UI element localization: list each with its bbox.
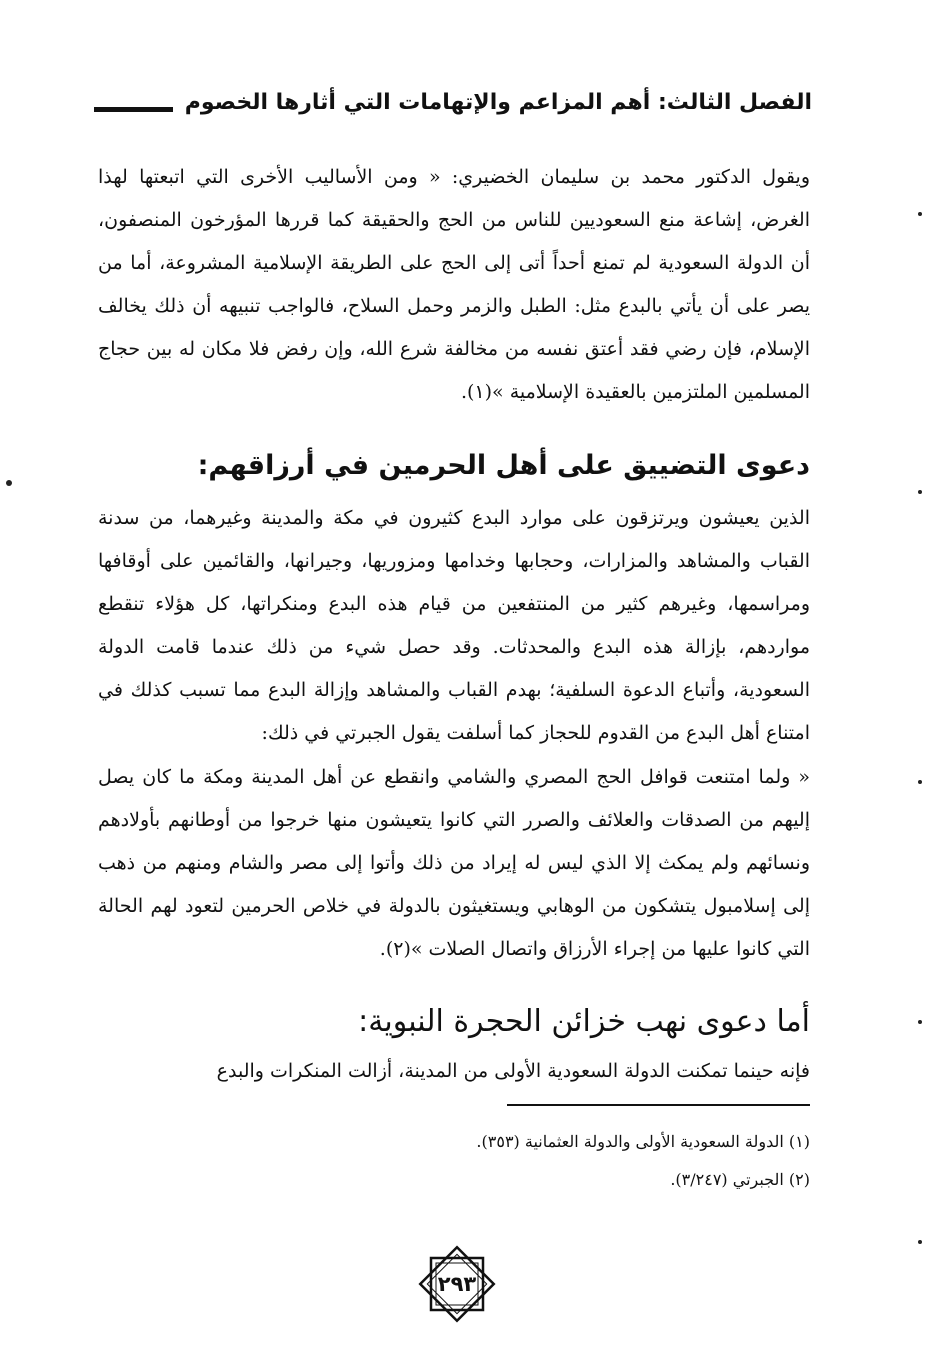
footnote-divider [507,1104,810,1106]
paragraph-khudairi-quote: ويقول الدكتور محمد بن سليمان الخضيري: « ومن الأساليب الأخرى التي اتبعتها لهذا الغرض، إشاعة منع السعوديين للناس من الحج والحقيقة كما قررها المؤرخون المنصفون، أن الدولة السعودية لم تمنع أحداً أتى إلى الحج على الطريقة الإسلامية المشروعة، أما من يصر على أن يأتي بالبدع مثل: الطبل والزمر وحمل السلاح، فالواجب تنبيهه أن ذلك يخالف الإسلام، فإن رضي فقد أعتق نفسه من مخالفة شرع الله، وإن رفض فلا مكان له بين حجاج المسلمين الملتزمين بالعقيدة الإسلامية »(١). [98,166,810,403]
section-heading-treasury [358,1004,810,1039]
running-header [94,78,812,126]
paragraph-innovators-livelihood: الذين يعيشون ويرتزقون على موارد البدع كثيرون في مكة والمدينة وغيرهما، من سدنة القباب والمشاهد والمزارات، وحجابها وخدامها ومزوريها، وجيرانها، والقائمين على أوقافها ومراسمها، وغيرهم كثير من المنتفعين من قيام هذه البدع ومنكراتها، كل هؤلاء تنقطع مواردهم، بإزالة هذه البدع والمحدثات. وقد حصل شيء من ذلك عندما قامت الدولة السعودية، وأتباع الدعوة السلفية؛ بهدم القباب والمشاهد وإزالة البدع مما تسبب كذلك في امتناع أهل البدع من القدوم للحجاز كما أسلفت يقول الجبرتي في ذلك: [98,507,810,744]
footnote-1: (١) الدولة السعودية الأولى والدولة العثمانية (٣٥٣). [476,1132,810,1151]
margin-dot [918,1240,922,1244]
section-heading-livelihood [198,450,810,481]
margin-dot [918,212,922,216]
page-number-badge [413,1240,501,1328]
header-rule [94,107,173,112]
page-number: ٢٩٣ [437,1272,477,1296]
section-heading-treasury-text: أما دعوى نهب خزائن الحجرة النبوية: [358,1004,810,1039]
paragraph-jabarti-quote: « ولما امتنعت قوافل الحج المصري والشامي وانقطع عن أهل المدينة ومكة ما كان يصل إليهم من الصدقات والعلائف والصرر التي كانوا يتعيشون منها خرجوا من أوطانهم بأولادهم ونسائهم ولم يمكث إلا الذي ليس له إيراد من ذلك وأتوا إلى مصر والشام ومنهم من ذهب إلى إسلامبول يتشكون من الوهابي ويستغيثون بالدولة في خلاص الحرمين لتعود لهم الحالة التي كانوا عليها من إجراء الأرزاق واتصال الصلات »(٢). [98,766,810,960]
margin-dot [6,480,12,486]
margin-dot [918,490,922,494]
chapter-title: الفصل الثالث: أهم المزاعم والإتهامات التي أثارها الخصوم [184,89,812,115]
margin-dot [918,780,922,784]
section-heading-livelihood-text: دعوى التضييق على أهل الحرمين في أرزاقهم: [197,450,810,481]
footnote-2: (٢) الجبرتي (٣/٢٤٧). [670,1170,810,1189]
paragraph-madinah-opening: فإنه حينما تمكنت الدولة السعودية الأولى من المدينة، أزالت المنكرات والبدع [216,1060,810,1082]
margin-dot [918,1020,922,1024]
